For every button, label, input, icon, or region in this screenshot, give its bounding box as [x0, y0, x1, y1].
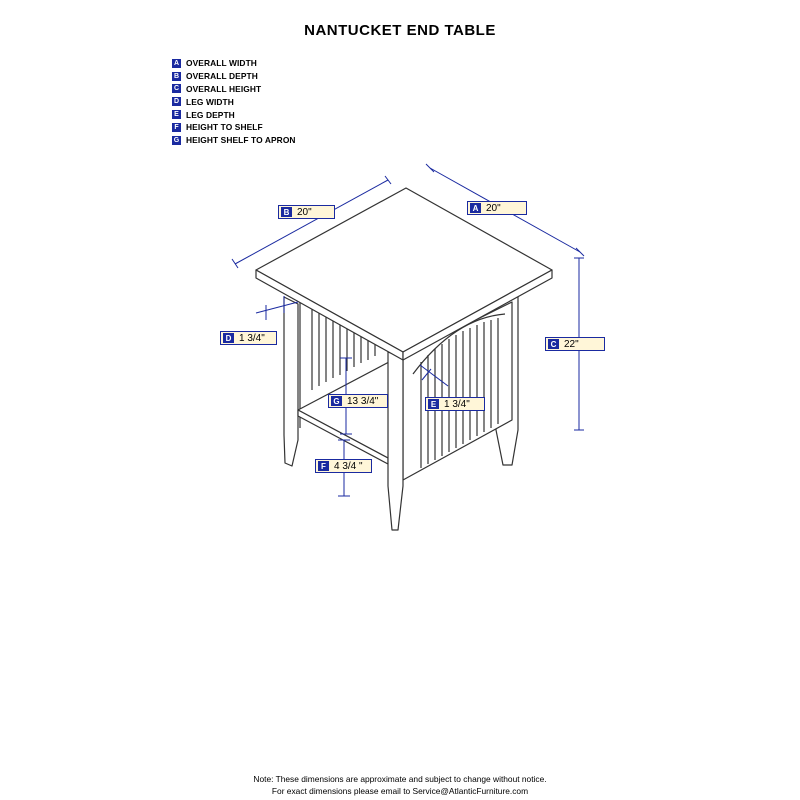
legend-label-g: HEIGHT SHELF TO APRON — [186, 135, 296, 146]
legend-label-b: OVERALL DEPTH — [186, 71, 258, 82]
legend-label-f: HEIGHT TO SHELF — [186, 122, 263, 133]
legend-key-g: G — [173, 136, 180, 144]
note-line-1: Note: These dimensions are approximate and subject to change without notice. — [253, 774, 547, 784]
legend-key-b: B — [173, 72, 180, 80]
dimension-label-g — [328, 394, 388, 408]
dimension-key-c: C — [548, 339, 559, 349]
dimension-value-e: 1 3/4" — [444, 398, 470, 410]
dimension-value-d: 1 3/4" — [239, 332, 265, 344]
legend-key-d: D — [173, 98, 180, 106]
dimension-value-f: 4 3/4 " — [334, 460, 363, 472]
dimension-label-f — [315, 459, 372, 473]
dimension-key-f: F — [318, 461, 329, 471]
dimension-key-a: A — [470, 203, 481, 213]
dimension-label-a — [467, 201, 527, 215]
legend-key-a: A — [173, 59, 180, 67]
dimension-key-e: E — [428, 399, 439, 409]
legend-label-d: LEG WIDTH — [186, 96, 234, 107]
front-corner-leg — [388, 352, 403, 530]
legend-key-e: E — [172, 110, 181, 119]
dimension-key-g: G — [331, 396, 342, 406]
front-left-leg — [284, 297, 298, 466]
dimension-label-c — [545, 337, 605, 351]
legend-label-a: OVERALL WIDTH — [186, 58, 257, 69]
legend-label-c: OVERALL HEIGHT — [186, 83, 262, 94]
dimension-value-b: 20" — [297, 206, 312, 218]
page-title: NANTUCKET END TABLE — [304, 22, 496, 39]
legend-key-f: F — [172, 123, 181, 132]
dimension-value-a: 20" — [486, 202, 501, 214]
disclaimer-note — [0, 773, 800, 797]
dimension-label-d — [220, 331, 277, 345]
dimension-key-b: B — [281, 207, 292, 217]
legend-label-e: LEG DEPTH — [186, 109, 235, 120]
dimension-value-c: 22" — [564, 338, 579, 350]
note-line-2: For exact dimensions please email to Service@AtlanticFurniture.com — [271, 786, 529, 796]
dimension-label-b — [278, 205, 335, 219]
dimension-label-e — [425, 397, 485, 411]
dimension-key-d: D — [223, 333, 234, 343]
table-illustration — [256, 188, 552, 530]
dimension-value-g: 13 3/4" — [347, 395, 379, 407]
legend-key-c: C — [173, 85, 180, 93]
